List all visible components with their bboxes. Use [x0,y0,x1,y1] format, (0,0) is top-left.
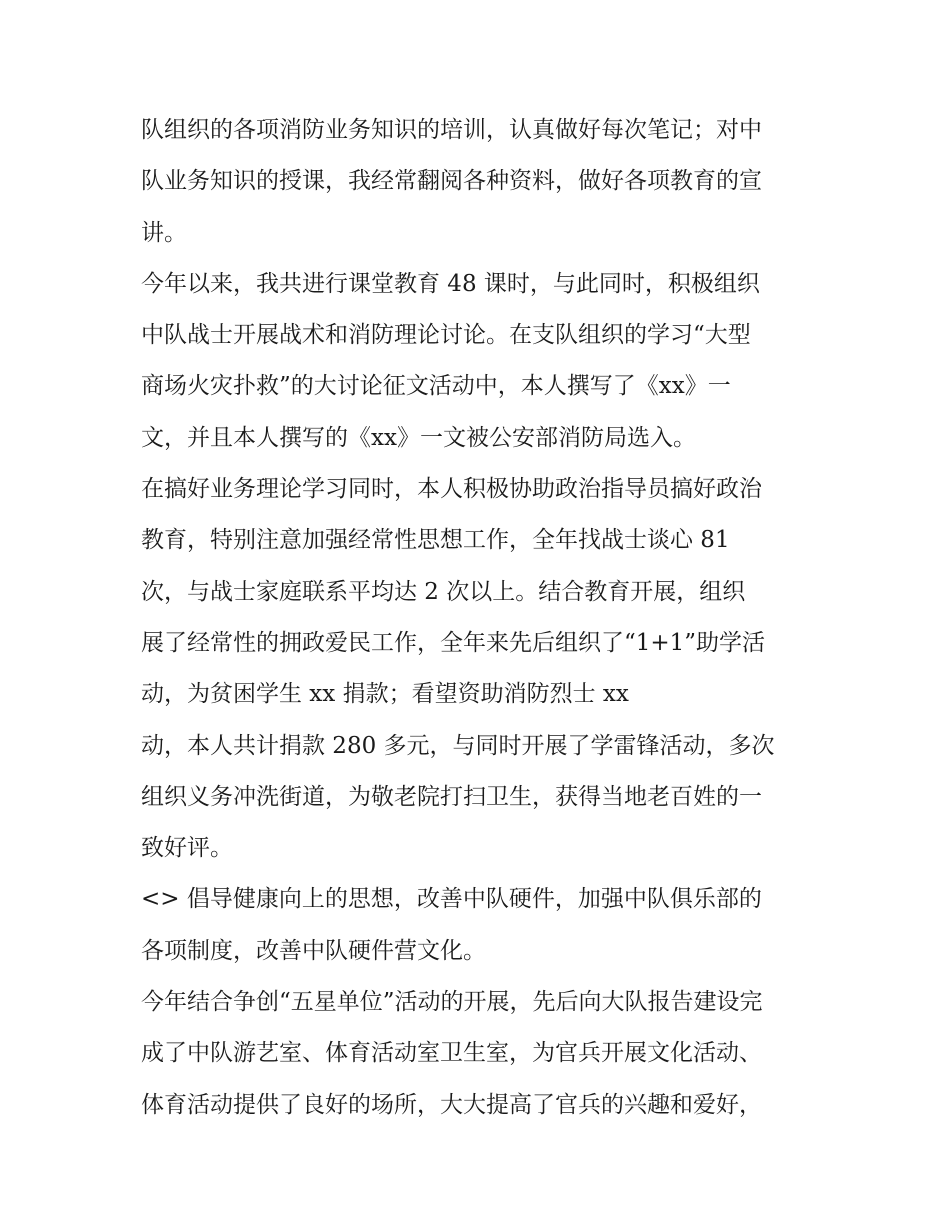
document-body [141,105,821,1131]
text-line: 今年结合争创“五星单位”活动的开展，先后向大队报告建设完 [141,989,763,1016]
text-line: <> 倡导健康向上的思想，改善中队硬件，加强中队俱乐部的 [141,886,762,913]
text-line: 动，为贫困学生 xx 捐款；看望资助消防烈士 xx [141,681,629,708]
text-line: 体育活动提供了良好的场所，大大提高了官兵的兴趣和爱好， [141,1091,762,1118]
text-line: 在搞好业务理论学习同时，本人积极协助政治指导员搞好政治 [141,476,762,503]
text-line: 次，与战士家庭联系平均达 2 次以上。结合教育开展，组织 [141,578,746,605]
text-line: 商场火灾扑救”的大讨论征文活动中，本人撰写了《xx》一 [141,373,731,400]
text-line: 讲。 [141,219,187,246]
text-line: 展了经常性的拥政爱民工作，全年来先后组织了“1+1”助学活 [141,629,766,656]
text-line: 队组织的各项消防业务知识的培训，认真做好每次笔记；对中 [141,117,762,143]
text-line: 组织义务冲洗街道，为敬老院打扫卫生，获得当地老百姓的一 [141,783,762,810]
text-line: 文，并且本人撰写的《xx》一文被公安部消防局选入。 [141,424,696,451]
text-line: 动，本人共计捐款 280 多元，与同时开展了学雷锋活动，多次 [141,732,775,759]
text-line: 教育，特别注意加强经常性思想工作，全年找战士谈心 81 [141,527,730,554]
text-line: 致好评。 [141,835,233,862]
text-line: 各项制度，改善中队硬件营文化。 [141,937,486,964]
text-line: 中队战士开展战术和消防理论讨论。在支队组织的学习“大型 [141,322,751,349]
text-line: 今年以来，我共进行课堂教育 48 课时，与此同时，积极组织 [141,270,760,297]
text-line: 队业务知识的授课，我经常翻阅各种资料，做好各项教育的宣 [141,168,762,195]
text-line: 成了中队游艺室、体育活动室卫生室，为官兵开展文化活动、 [141,1040,762,1067]
